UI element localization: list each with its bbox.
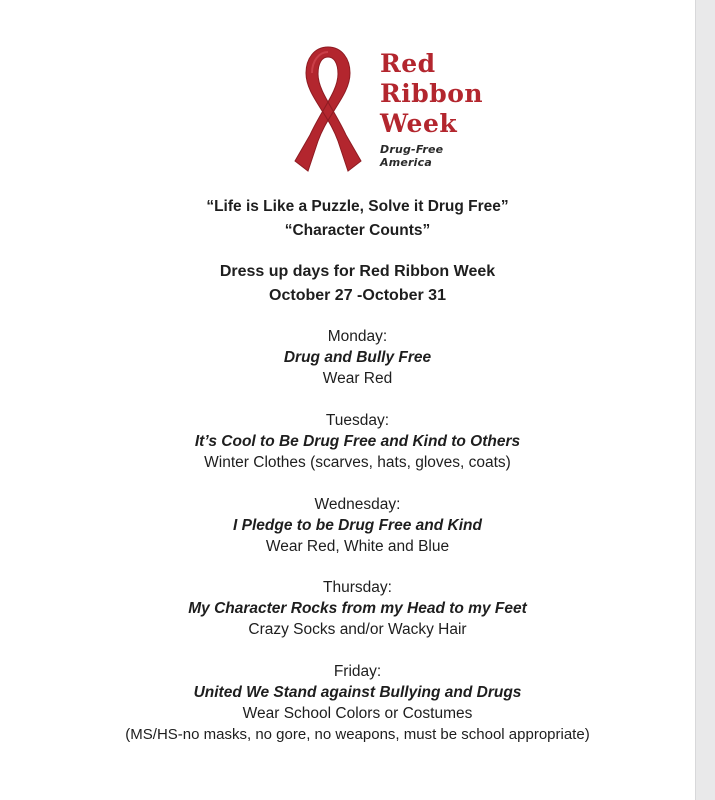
day-thursday [0,577,715,640]
event-heading [0,260,715,308]
day-friday [0,661,715,724]
day-dress-code: Wear Red, White and Blue [265,538,450,555]
day-label: Monday: [327,328,388,345]
brand-word-red: Red [380,49,436,78]
day-motto: Drug and Bully Free [283,349,432,366]
event-dates: October 27 -October 31 [269,287,446,304]
brand-word-ribbon: Ribbon [380,79,484,108]
day-label: Thursday: [323,579,392,596]
day-wednesday [0,494,715,557]
red-ribbon-logo [288,43,488,178]
day-label: Tuesday: [325,412,390,429]
day-motto: United We Stand against Bullying and Drugs [193,684,522,701]
day-label: Friday: [333,663,382,680]
day-monday [0,326,715,389]
day-motto: It’s Cool to Be Drug Free and Kind to Others [194,433,521,450]
theme-block [0,195,715,243]
brand-word-week: Week [380,109,458,138]
brand-tagline: Drug-Free America [380,143,444,169]
theme-quote: “Life is Like a Puzzle, Solve it Drug Free” [206,198,509,215]
costume-rules-note: (MS/HS-no masks, no gore, no weapons, must be school appropriate) [125,726,590,743]
day-motto: My Character Rocks from my Head to my Feet [188,600,527,617]
day-label: Wednesday: [314,496,401,513]
day-dress-code: Crazy Socks and/or Wacky Hair [248,621,467,638]
day-tuesday [0,410,715,473]
red-ribbon-icon [288,43,368,178]
day-dress-code: Winter Clothes (scarves, hats, gloves, coats) [204,454,511,471]
event-title: Dress up days for Red Ribbon Week [219,263,496,280]
day-dress-code: Wear School Colors or Costumes [242,705,473,722]
brand-wordmark [380,49,488,169]
day-dress-code: Wear Red [322,370,393,387]
day-motto: I Pledge to be Drug Free and Kind [233,517,482,534]
theme-subquote: “Character Counts” [284,222,431,239]
